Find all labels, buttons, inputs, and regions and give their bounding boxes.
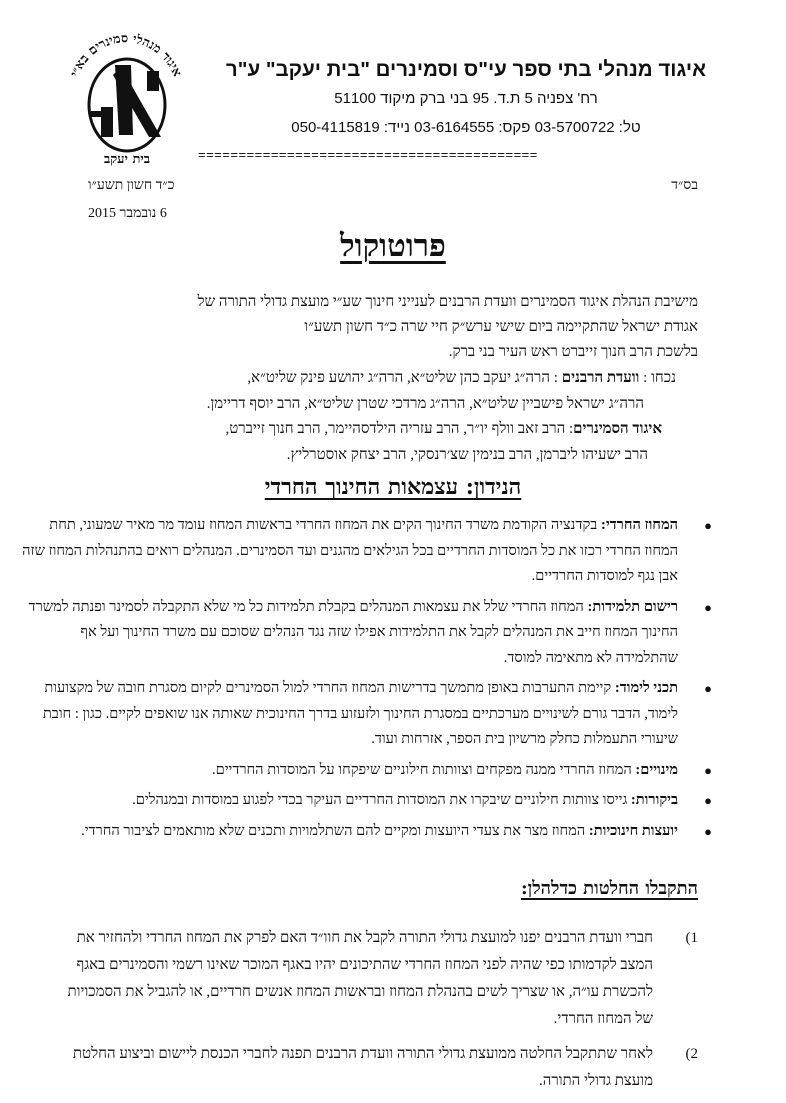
resolution-number: (1 <box>685 930 698 946</box>
resolutions-heading-text: התקבלו החלטות כדלהלן: <box>521 878 698 899</box>
issue-item <box>20 788 730 814</box>
document-title <box>0 228 786 264</box>
issue-label: תכני לימוד: <box>614 680 678 696</box>
meeting-intro <box>98 290 698 365</box>
subject-heading <box>0 474 786 500</box>
organization-contact: טל: 03-5700722 פקס: 03-6164555 נייד: 050-4115819 <box>291 119 641 136</box>
seminars-union-label: איגוד הסמינרים <box>573 421 662 437</box>
issue-label: יועצות חינוכיות: <box>588 822 678 839</box>
attendees-rabbis-line-2: הרה״ג ישראל פישביין שליט״א, הרה״ג מרדכי שטרן שליט״א, הרב יוסף דריימן. <box>206 395 644 412</box>
issue-label: רישום תלמידות: <box>587 598 678 615</box>
issue-item <box>20 513 730 590</box>
intro-line: אגודת ישראל שהתקיימה ביום שישי ערש״ק חיי שרה כ״ד חשון תשע״ו <box>304 319 698 335</box>
bullet-icon: ● <box>704 518 712 533</box>
issue-label: מינויים: <box>635 761 678 778</box>
gregorian-date: 6 נובמבר 2015 <box>88 206 167 221</box>
intro-line: מישיבת הנהלת איגוד הסמינרים וועדת הרבנים לענייני חינוך שע״י מועצת גדולי התורה של <box>197 294 698 310</box>
issue-item <box>20 595 730 672</box>
issue-text: המחוז מצר את צעדי היועצות ומקיים להם השתלמויות ותכנים שלא מותאמים לציבור החרדי. <box>81 822 589 839</box>
subject-text: הנידון: עצמאות החינוך החרדי <box>264 474 522 500</box>
attendees-rabbis-line <box>116 366 676 392</box>
bullet-icon: ● <box>704 793 712 808</box>
attendees-seminars-line-2: הרב ישעיהו ליברמן, הרב בנימין שצ׳רנסקי, הרב יצחק אוסטרליץ. <box>286 446 648 463</box>
issue-text: המחוז החרדי ממנה מפקחים וצוותות חילוניים שיפקחו על המוסדות החרדיים. <box>211 761 636 778</box>
svg-text:איגוד מנהלי סמינרים בא״י: איגוד מנהלי סמינרים בא״י <box>66 30 186 79</box>
issue-item <box>20 819 730 845</box>
issue-text: קיימת התערבות באופן מתמשך בדרישות המחוז החרדי למול הסמינרים לקיום מסגרת חובה של מקצועות לימוד, הדבר גורם לשינויים מערכתיים במסגרת החינוך ולזעזוע בדרך החינוכית שאותה אנו שואפים לקיים. כגון : חובת שיעורי התעמלות כחלק מרשיון בית הספר, אזרחות ועוד. <box>42 680 678 747</box>
issues-list <box>20 513 730 849</box>
organization-address: רח' צפניה 5 ת.ד. 95 בני ברק מיקוד 51100 <box>334 90 598 107</box>
attendees-prefix: נכחו : <box>639 370 676 386</box>
document-title-text: פרוטוקול <box>340 228 446 264</box>
issue-text: גייסו צוותות חילוניים שיבקרו את המוסדות החרדיים העיקר בכדי לפגוע במוסדות ובמנהלים. <box>132 792 631 808</box>
issue-label: ביקורות: <box>630 792 678 808</box>
resolution-number: (2 <box>685 1046 698 1062</box>
issue-text: בקדנציה הקודמת משרד החינוך הקים את המחוז החרדי בראשות המחוז עומד מר מאיר שמעוני, תחת המחוז החרדי רכזו את כל המוסדות החרדיים בכל הגילאים מהגנים ועד הסמינרים. המנהלים רואים בהתנהלות המחוז שזה אבן נגף למוסדות החרדיים. <box>22 517 678 584</box>
svg-text:בית יעקב: בית יעקב <box>103 152 151 167</box>
issue-item <box>20 758 730 784</box>
resolution-item <box>58 1041 698 1095</box>
resolution-text: חברי וועדת הרבנים יפנו למועצת גדולי התורה לקבל את חוו״ד האם לפרק את המחוז החרדי ולהחזיר את המצב לקדמותו כפי שהיה לפני המחוז החרדי שהתיכונים יהיו באגף המוכר שאינו רשמי והסמינרים באגף להכשרת עו״ה, או שצריך לשים בהנהלת המחוז ובראשות המחוז אנשים חרדיים, או להגביל את הסמכויות של המחוז החרדי. <box>67 930 653 1027</box>
bullet-icon: ● <box>704 681 712 696</box>
seminars-names: : הרב זאב וולף יו״ר, הרב עזריה הילדסהיימר, הרב חנוך זייברט, <box>225 421 574 437</box>
hebrew-date: כ״ד חשון תשע״ו <box>88 178 175 193</box>
rabbis-names: : הרה״ג יעקב כהן שליט״א, הרה״ג יהושע פינק שליט״א, <box>247 370 562 386</box>
organization-logo <box>63 25 188 170</box>
resolution-item <box>58 925 698 1033</box>
issue-item <box>20 676 730 753</box>
rabbis-committee-label: וועדת הרבנים <box>561 370 640 386</box>
issue-text: המחוז החרדי שלל את עצמאות המנהלים בקבלת תלמידות כל מי שלא התקבלה לסמינר ופנתה למשרד החינוך המחוז חייב את המנהלים לקבל את התלמידות אפילו שזה נגד הנהלים שסוכם עם משרד החינוך ועל אף שהתלמידה לא מתאימה למוסד. <box>28 598 678 666</box>
resolutions-list <box>58 925 698 1103</box>
organization-name: איגוד מנהלי בתי ספר עי"ס וסמינרים "בית יעקב" ע"ר <box>225 58 707 81</box>
attendees-seminars-line <box>116 417 676 443</box>
bullet-icon: ● <box>704 599 712 615</box>
issue-label: המחוז החרדי: <box>600 517 678 533</box>
bsd-mark: בס״ד <box>671 178 698 193</box>
intro-line: בלשכת הרב חנוך זייברט ראש העיר בני ברק. <box>448 344 698 360</box>
attendees-section <box>116 366 676 468</box>
letterhead-divider: ========================================== <box>198 147 538 162</box>
resolutions-heading <box>521 878 698 899</box>
bullet-icon: ● <box>704 762 712 778</box>
resolution-text: לאחר שתתקבל החלטה ממועצת גדולי התורה וועדת הרבנים תפנה לחברי הכנסת ליישום וביצוע החלטת מועצת גדולי התורה. <box>72 1046 653 1089</box>
bullet-icon: ● <box>704 823 712 839</box>
logo-emblem-icon <box>63 25 188 170</box>
